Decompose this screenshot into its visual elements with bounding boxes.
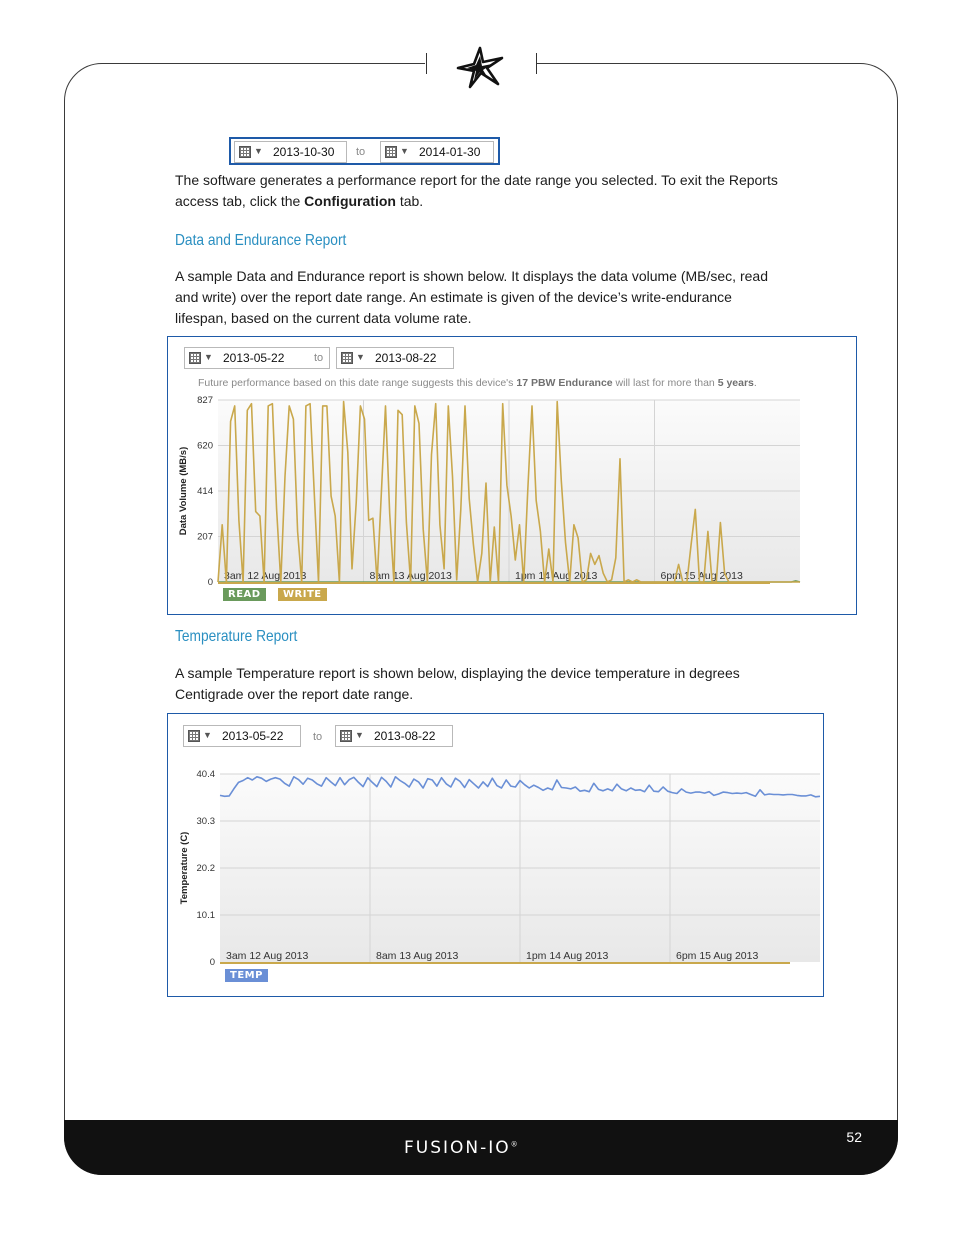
legend-read[interactable]: READ <box>223 588 266 601</box>
report-end-date-picker[interactable]: ▼ 2013-08-22 <box>336 347 454 369</box>
y-tick-label: 0 <box>207 577 213 588</box>
y-tick-label: 10.1 <box>196 910 215 921</box>
y-tick-label: 20.2 <box>196 863 215 874</box>
endurance-years: 5 years <box>717 377 754 389</box>
temperature-report-panel <box>167 713 824 997</box>
x-tick-label: 6pm 15 Aug 2013 <box>660 570 743 582</box>
data-volume-chart <box>168 337 856 614</box>
temperature-heading: Temperature Report <box>175 628 298 645</box>
to-label: to <box>313 731 323 743</box>
y-axis-label: Data Volume (MB/s) <box>178 446 189 536</box>
report-end-date-picker[interactable]: ▼ 2013-08-22 <box>335 725 453 747</box>
dropdown-arrow-icon: ▼ <box>254 146 263 156</box>
legend-write[interactable]: WRITE <box>278 588 327 601</box>
fusion-io-wordmark: FUSION-IO® <box>404 1138 520 1158</box>
date-range-selector <box>229 137 500 165</box>
dropdown-arrow-icon: ▼ <box>355 730 364 740</box>
start-date-value: 2013-10-30 <box>273 145 335 159</box>
page-frame <box>64 63 898 1175</box>
x-tick-label: 1pm 14 Aug 2013 <box>515 570 598 582</box>
y-axis-label: Temperature (C) <box>179 831 190 905</box>
calendar-icon <box>385 146 397 158</box>
page-footer <box>64 1120 898 1175</box>
data-endurance-heading: Data and Endurance Report <box>175 232 347 249</box>
dropdown-arrow-icon: ▼ <box>400 146 409 156</box>
y-tick-label: 30.3 <box>196 816 215 827</box>
temperature-paragraph: A sample Temperature report is shown below, displaying the device temperature in degrees Centigrade over the report date range. <box>175 665 740 702</box>
y-tick-label: 620 <box>197 440 213 452</box>
x-tick-label: 3am 12 Aug 2013 <box>226 950 309 962</box>
temperature-chart <box>168 714 823 996</box>
endurance-pbw: 17 PBW Endurance <box>516 377 613 389</box>
dropdown-arrow-icon: ▼ <box>204 352 213 362</box>
y-tick-label: 414 <box>197 486 213 497</box>
x-tick-label: 3am 12 Aug 2013 <box>224 570 307 582</box>
endurance-estimate-note: Future performance based on this date range suggests this device's 17 PBW Endurance will last for more than 5 years. <box>198 377 757 389</box>
page-number: 52 <box>846 1129 862 1145</box>
report-start-date-picker[interactable]: ▼ 2013-05-22 <box>184 347 330 369</box>
intro-paragraph: The software generates a performance report for the date range you selected. To exit the Reports access tab, click the Configuration tab. <box>175 172 778 209</box>
report-start-date-picker[interactable]: ▼ 2013-05-22 <box>183 725 301 747</box>
data-endurance-report-panel <box>167 336 857 615</box>
configuration-tab-ref: Configuration <box>304 193 396 209</box>
y-tick-label: 40.4 <box>196 769 215 780</box>
to-label: to <box>314 352 324 364</box>
x-tick-label: 8am 13 Aug 2013 <box>369 570 452 582</box>
dropdown-arrow-icon: ▼ <box>203 730 212 740</box>
y-tick-label: 207 <box>197 531 213 543</box>
calendar-icon <box>239 146 251 158</box>
x-tick-label: 8am 13 Aug 2013 <box>376 950 459 962</box>
start-date-picker[interactable] <box>234 141 347 163</box>
data-endurance-paragraph: A sample Data and Endurance report is shown below. It displays the data volume (MB/sec, read and write) over the report date range. An estimate is given of the device’s write-endurance lifespan, based on the current data volume rate. <box>175 268 768 326</box>
dropdown-arrow-icon: ▼ <box>356 352 365 362</box>
end-date-picker[interactable] <box>380 141 494 163</box>
to-label: to <box>356 146 366 158</box>
legend-temp[interactable]: TEMP <box>225 969 268 982</box>
end-date-value: 2014-01-30 <box>419 145 481 159</box>
fusion-io-star-logo-icon <box>452 44 508 90</box>
x-tick-label: 6pm 15 Aug 2013 <box>676 950 759 962</box>
y-tick-label: 0 <box>209 957 215 968</box>
x-tick-label: 1pm 14 Aug 2013 <box>526 950 609 962</box>
y-tick-label: 827 <box>197 395 213 406</box>
